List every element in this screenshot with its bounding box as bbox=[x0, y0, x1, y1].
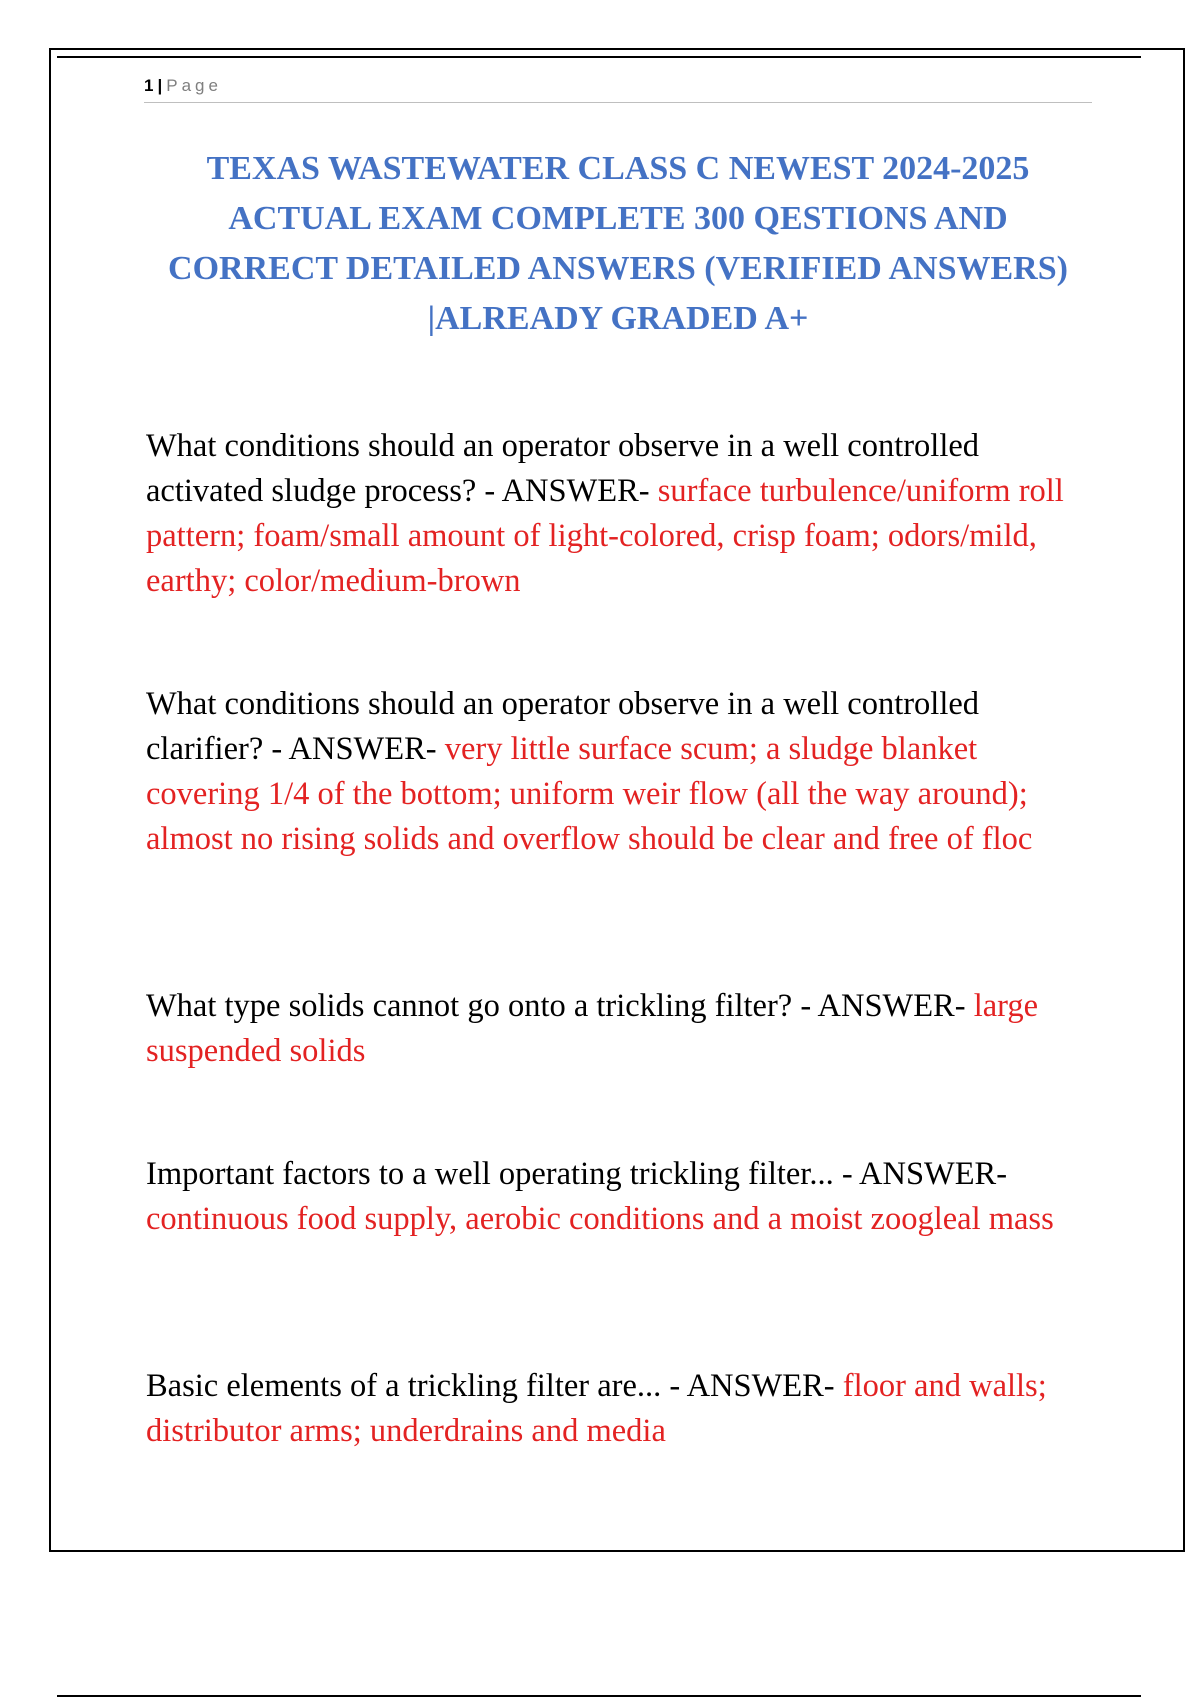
qa-item bbox=[146, 1364, 1096, 1454]
answer-marker: - ANSWER- bbox=[669, 1368, 835, 1404]
qa-item bbox=[146, 424, 1096, 604]
answer-marker: - ANSWER- bbox=[484, 473, 650, 509]
question-text: What type solids cannot go onto a trickling filter? bbox=[146, 988, 793, 1024]
qa-item bbox=[146, 984, 1096, 1074]
answer-text: continuous food supply, aerobic conditions and a moist zoogleal mass bbox=[146, 1201, 1054, 1237]
qa-item bbox=[146, 1152, 1096, 1242]
page-header bbox=[144, 74, 1092, 103]
answer-text: floor and walls; distributor arms; underdrains and media bbox=[146, 1368, 1047, 1449]
answer-marker: - ANSWER- bbox=[271, 731, 437, 767]
bottom-rule bbox=[57, 1695, 1141, 1697]
top-rule bbox=[57, 56, 1141, 58]
answer-text: large suspended solids bbox=[146, 988, 1039, 1069]
answer-text: surface turbulence/uniform roll pattern; foam/small amount of light-colored, crisp foam; odors/mild, earthy; color/medium-brown bbox=[146, 473, 1064, 599]
question-text: What conditions should an operator observe in a well controlled clarifier? bbox=[146, 686, 980, 767]
page-separator: | bbox=[157, 76, 163, 95]
question-text: Important factors to a well operating trickling filter... bbox=[146, 1156, 834, 1192]
answer-marker: - ANSWER- bbox=[800, 988, 966, 1024]
page-number: 1 bbox=[144, 76, 154, 95]
answer-text: very little surface scum; a sludge blanket covering 1/4 of the bottom; uniform weir flow (all the way around); almost no rising solids and overflow should be clear and free of floc bbox=[146, 731, 1033, 857]
question-text: Basic elements of a trickling filter are... bbox=[146, 1368, 662, 1404]
question-text: What conditions should an operator observe in a well controlled activated sludge process? bbox=[146, 428, 980, 509]
page-word: Page bbox=[166, 76, 222, 95]
answer-marker: - ANSWER- bbox=[841, 1156, 1008, 1192]
document-title: TEXAS WASTEWATER CLASS C NEWEST 2024-2025 ACTUAL EXAM COMPLETE 300 QESTIONS AND CORRECT DETAILED ANSWERS (VERIFIED ANSWERS) |ALREADY GRADED A+ bbox=[168, 150, 1068, 337]
qa-item bbox=[146, 682, 1096, 862]
